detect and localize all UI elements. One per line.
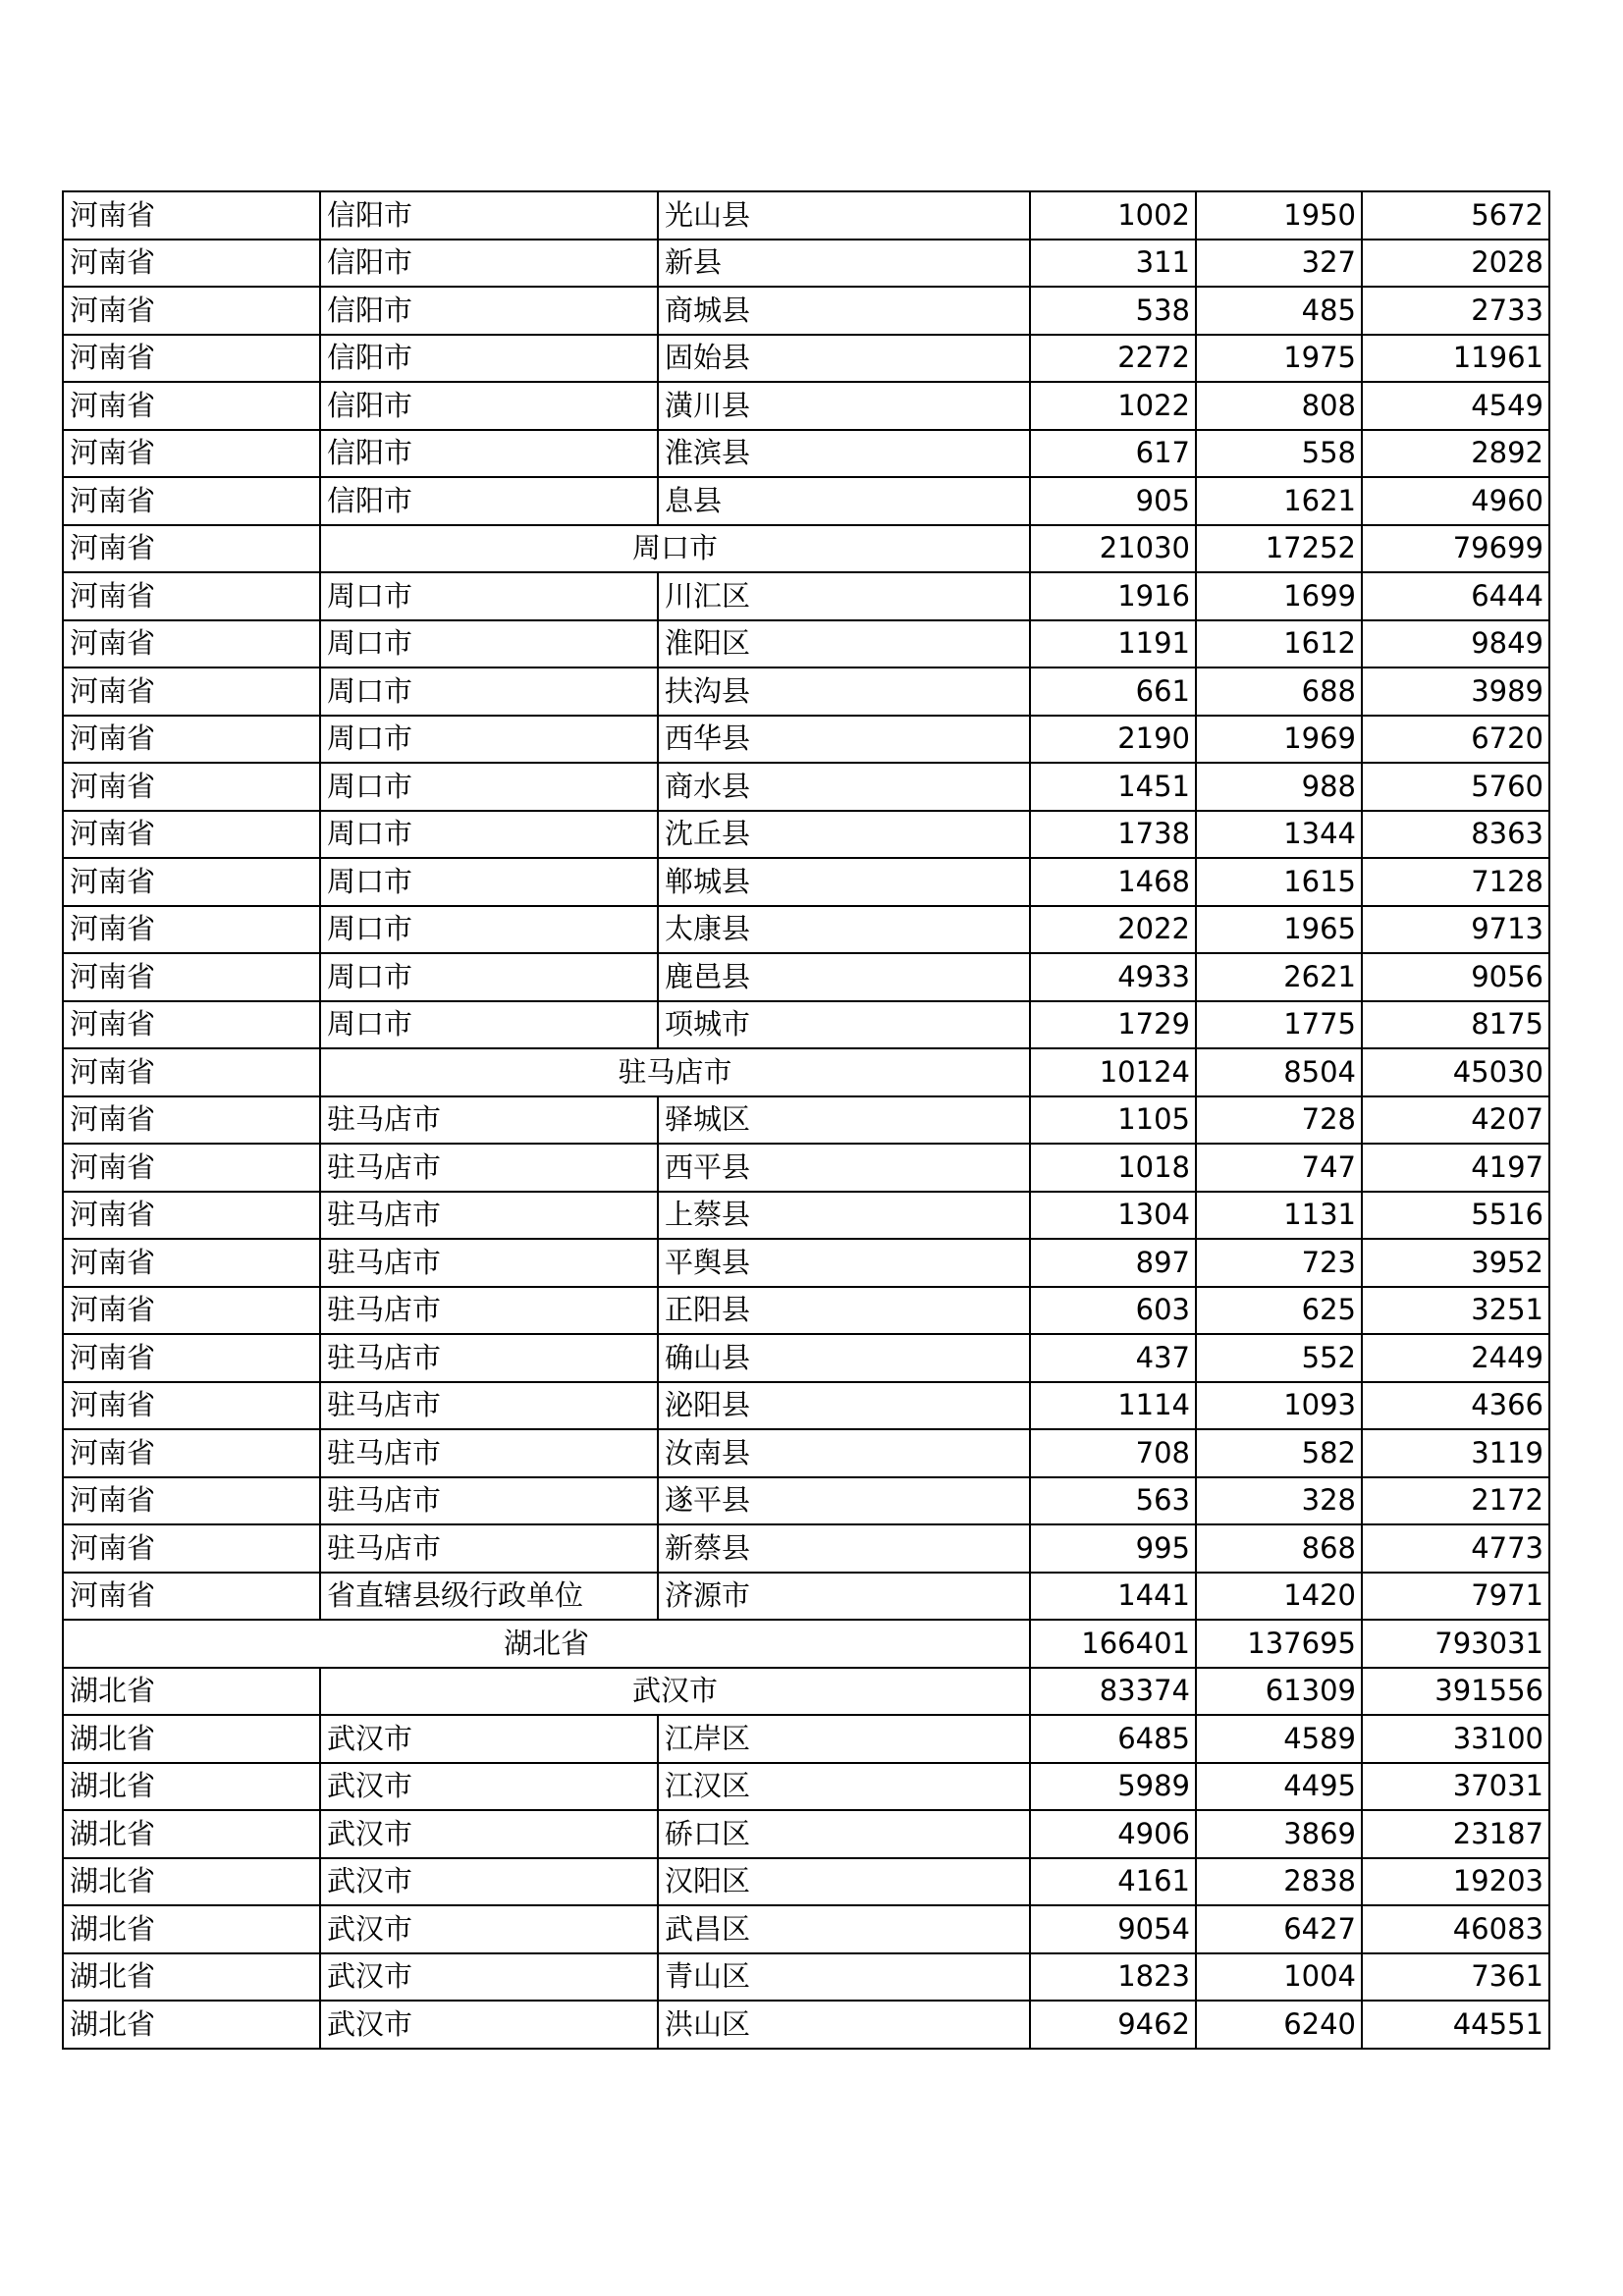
value-cell-3: 391556 bbox=[1362, 1668, 1549, 1716]
value-cell-3: 7971 bbox=[1362, 1573, 1549, 1621]
county-cell: 息县 bbox=[658, 477, 1030, 525]
province-cell: 湖北省 bbox=[63, 1953, 320, 2002]
value-cell-1: 2190 bbox=[1030, 716, 1196, 764]
county-cell: 西华县 bbox=[658, 716, 1030, 764]
city-cell: 周口市 bbox=[320, 763, 658, 811]
table-row bbox=[63, 1858, 1549, 1906]
province-cell: 湖北省 bbox=[63, 1858, 320, 1906]
value-cell-1: 1823 bbox=[1030, 1953, 1196, 2002]
city-cell: 周口市 bbox=[320, 620, 658, 668]
province-cell: 河南省 bbox=[63, 335, 320, 383]
value-cell-3: 44551 bbox=[1362, 2001, 1549, 2049]
value-cell-3: 4549 bbox=[1362, 382, 1549, 430]
county-cell: 确山县 bbox=[658, 1334, 1030, 1382]
table-row bbox=[63, 477, 1549, 525]
value-cell-2: 582 bbox=[1196, 1429, 1362, 1477]
value-cell-2: 4495 bbox=[1196, 1763, 1362, 1811]
value-cell-3: 2028 bbox=[1362, 240, 1549, 288]
value-cell-2: 1093 bbox=[1196, 1382, 1362, 1430]
value-cell-2: 2838 bbox=[1196, 1858, 1362, 1906]
table-row bbox=[63, 1477, 1549, 1525]
province-total-cell: 湖北省 bbox=[63, 1620, 1030, 1668]
value-cell-3: 793031 bbox=[1362, 1620, 1549, 1668]
city-cell: 武汉市 bbox=[320, 1763, 658, 1811]
table-row bbox=[63, 1096, 1549, 1145]
city-cell: 省直辖县级行政单位 bbox=[320, 1573, 658, 1621]
city-cell: 驻马店市 bbox=[320, 1096, 658, 1145]
table-row bbox=[63, 906, 1549, 954]
value-cell-2: 3869 bbox=[1196, 1810, 1362, 1858]
value-cell-2: 1004 bbox=[1196, 1953, 1362, 2002]
table-row bbox=[63, 1905, 1549, 1953]
table-row bbox=[63, 1287, 1549, 1335]
value-cell-3: 19203 bbox=[1362, 1858, 1549, 1906]
value-cell-1: 1191 bbox=[1030, 620, 1196, 668]
value-cell-2: 4589 bbox=[1196, 1715, 1362, 1763]
value-cell-1: 311 bbox=[1030, 240, 1196, 288]
value-cell-1: 563 bbox=[1030, 1477, 1196, 1525]
value-cell-1: 1105 bbox=[1030, 1096, 1196, 1145]
value-cell-1: 1018 bbox=[1030, 1144, 1196, 1192]
value-cell-2: 1699 bbox=[1196, 572, 1362, 620]
value-cell-1: 995 bbox=[1030, 1524, 1196, 1573]
county-cell: 光山县 bbox=[658, 191, 1030, 240]
value-cell-1: 661 bbox=[1030, 667, 1196, 716]
value-cell-3: 4197 bbox=[1362, 1144, 1549, 1192]
value-cell-1: 1738 bbox=[1030, 811, 1196, 859]
city-cell: 武汉市 bbox=[320, 1858, 658, 1906]
value-cell-2: 1975 bbox=[1196, 335, 1362, 383]
value-cell-3: 6444 bbox=[1362, 572, 1549, 620]
county-cell: 西平县 bbox=[658, 1144, 1030, 1192]
city-cell: 信阳市 bbox=[320, 382, 658, 430]
value-cell-1: 2022 bbox=[1030, 906, 1196, 954]
table-row bbox=[63, 1334, 1549, 1382]
value-cell-2: 868 bbox=[1196, 1524, 1362, 1573]
table-row bbox=[63, 811, 1549, 859]
value-cell-2: 328 bbox=[1196, 1477, 1362, 1525]
table-row bbox=[63, 525, 1549, 573]
value-cell-1: 897 bbox=[1030, 1239, 1196, 1287]
value-cell-1: 437 bbox=[1030, 1334, 1196, 1382]
city-cell: 信阳市 bbox=[320, 287, 658, 335]
value-cell-2: 723 bbox=[1196, 1239, 1362, 1287]
table-row bbox=[63, 1810, 1549, 1858]
county-cell: 固始县 bbox=[658, 335, 1030, 383]
province-cell: 河南省 bbox=[63, 525, 320, 573]
city-cell: 驻马店市 bbox=[320, 1524, 658, 1573]
value-cell-1: 617 bbox=[1030, 430, 1196, 478]
table-row bbox=[63, 240, 1549, 288]
province-cell: 河南省 bbox=[63, 1524, 320, 1573]
table-row bbox=[63, 1573, 1549, 1621]
table-row bbox=[63, 1144, 1549, 1192]
province-cell: 河南省 bbox=[63, 1382, 320, 1430]
value-cell-3: 3989 bbox=[1362, 667, 1549, 716]
value-cell-1: 1022 bbox=[1030, 382, 1196, 430]
city-total-cell: 周口市 bbox=[320, 525, 1030, 573]
value-cell-1: 708 bbox=[1030, 1429, 1196, 1477]
city-cell: 驻马店市 bbox=[320, 1239, 658, 1287]
province-cell: 湖北省 bbox=[63, 1810, 320, 1858]
table-row bbox=[63, 716, 1549, 764]
county-cell: 郸城县 bbox=[658, 858, 1030, 906]
value-cell-2: 485 bbox=[1196, 287, 1362, 335]
value-cell-3: 2449 bbox=[1362, 1334, 1549, 1382]
county-cell: 鹿邑县 bbox=[658, 953, 1030, 1001]
value-cell-1: 4161 bbox=[1030, 1858, 1196, 1906]
province-cell: 湖北省 bbox=[63, 1668, 320, 1716]
value-cell-1: 1441 bbox=[1030, 1573, 1196, 1621]
county-cell: 武昌区 bbox=[658, 1905, 1030, 1953]
province-cell: 河南省 bbox=[63, 1334, 320, 1382]
value-cell-1: 6485 bbox=[1030, 1715, 1196, 1763]
value-cell-1: 166401 bbox=[1030, 1620, 1196, 1668]
value-cell-3: 23187 bbox=[1362, 1810, 1549, 1858]
table-row bbox=[63, 1048, 1549, 1096]
value-cell-1: 1729 bbox=[1030, 1001, 1196, 1049]
city-cell: 驻马店市 bbox=[320, 1477, 658, 1525]
value-cell-2: 552 bbox=[1196, 1334, 1362, 1382]
city-cell: 周口市 bbox=[320, 953, 658, 1001]
value-cell-1: 83374 bbox=[1030, 1668, 1196, 1716]
table-row bbox=[63, 335, 1549, 383]
city-cell: 信阳市 bbox=[320, 240, 658, 288]
value-cell-2: 728 bbox=[1196, 1096, 1362, 1145]
city-cell: 武汉市 bbox=[320, 2001, 658, 2049]
county-cell: 淮滨县 bbox=[658, 430, 1030, 478]
value-cell-2: 1969 bbox=[1196, 716, 1362, 764]
city-cell: 武汉市 bbox=[320, 1905, 658, 1953]
table-row bbox=[63, 1192, 1549, 1240]
county-cell: 淮阳区 bbox=[658, 620, 1030, 668]
value-cell-1: 4906 bbox=[1030, 1810, 1196, 1858]
value-cell-2: 17252 bbox=[1196, 525, 1362, 573]
province-cell: 河南省 bbox=[63, 572, 320, 620]
county-cell: 遂平县 bbox=[658, 1477, 1030, 1525]
province-cell: 湖北省 bbox=[63, 1905, 320, 1953]
county-cell: 济源市 bbox=[658, 1573, 1030, 1621]
value-cell-3: 4366 bbox=[1362, 1382, 1549, 1430]
value-cell-2: 1965 bbox=[1196, 906, 1362, 954]
value-cell-2: 6427 bbox=[1196, 1905, 1362, 1953]
city-cell: 驻马店市 bbox=[320, 1287, 658, 1335]
value-cell-1: 538 bbox=[1030, 287, 1196, 335]
value-cell-3: 2172 bbox=[1362, 1477, 1549, 1525]
value-cell-3: 7361 bbox=[1362, 1953, 1549, 2002]
province-cell: 河南省 bbox=[63, 1477, 320, 1525]
value-cell-2: 1344 bbox=[1196, 811, 1362, 859]
value-cell-1: 1451 bbox=[1030, 763, 1196, 811]
value-cell-2: 1131 bbox=[1196, 1192, 1362, 1240]
city-cell: 驻马店市 bbox=[320, 1334, 658, 1382]
province-cell: 河南省 bbox=[63, 763, 320, 811]
province-cell: 河南省 bbox=[63, 1287, 320, 1335]
value-cell-3: 79699 bbox=[1362, 525, 1549, 573]
value-cell-2: 1612 bbox=[1196, 620, 1362, 668]
province-cell: 河南省 bbox=[63, 953, 320, 1001]
value-cell-1: 1114 bbox=[1030, 1382, 1196, 1430]
value-cell-3: 5760 bbox=[1362, 763, 1549, 811]
table-row bbox=[63, 1620, 1549, 1668]
value-cell-3: 5672 bbox=[1362, 191, 1549, 240]
value-cell-3: 8175 bbox=[1362, 1001, 1549, 1049]
city-cell: 周口市 bbox=[320, 572, 658, 620]
city-total-cell: 驻马店市 bbox=[320, 1048, 1030, 1096]
table-row bbox=[63, 1239, 1549, 1287]
table-row bbox=[63, 667, 1549, 716]
city-total-cell: 武汉市 bbox=[320, 1668, 1030, 1716]
value-cell-3: 6720 bbox=[1362, 716, 1549, 764]
value-cell-2: 747 bbox=[1196, 1144, 1362, 1192]
value-cell-1: 5989 bbox=[1030, 1763, 1196, 1811]
value-cell-2: 1621 bbox=[1196, 477, 1362, 525]
county-cell: 沈丘县 bbox=[658, 811, 1030, 859]
value-cell-2: 625 bbox=[1196, 1287, 1362, 1335]
city-cell: 驻马店市 bbox=[320, 1144, 658, 1192]
value-cell-2: 558 bbox=[1196, 430, 1362, 478]
province-cell: 河南省 bbox=[63, 430, 320, 478]
table-row bbox=[63, 2001, 1549, 2049]
city-cell: 信阳市 bbox=[320, 430, 658, 478]
city-cell: 武汉市 bbox=[320, 1810, 658, 1858]
county-cell: 商城县 bbox=[658, 287, 1030, 335]
value-cell-2: 137695 bbox=[1196, 1620, 1362, 1668]
value-cell-3: 7128 bbox=[1362, 858, 1549, 906]
value-cell-1: 1304 bbox=[1030, 1192, 1196, 1240]
city-cell: 周口市 bbox=[320, 667, 658, 716]
county-cell: 川汇区 bbox=[658, 572, 1030, 620]
table-row bbox=[63, 1715, 1549, 1763]
table-row bbox=[63, 620, 1549, 668]
city-cell: 周口市 bbox=[320, 906, 658, 954]
province-cell: 河南省 bbox=[63, 240, 320, 288]
value-cell-2: 2621 bbox=[1196, 953, 1362, 1001]
value-cell-3: 33100 bbox=[1362, 1715, 1549, 1763]
table-row bbox=[63, 572, 1549, 620]
value-cell-3: 5516 bbox=[1362, 1192, 1549, 1240]
province-cell: 河南省 bbox=[63, 1048, 320, 1096]
province-cell: 河南省 bbox=[63, 1001, 320, 1049]
province-cell: 河南省 bbox=[63, 716, 320, 764]
province-cell: 河南省 bbox=[63, 906, 320, 954]
table-row bbox=[63, 1524, 1549, 1573]
value-cell-3: 9713 bbox=[1362, 906, 1549, 954]
value-cell-2: 1775 bbox=[1196, 1001, 1362, 1049]
value-cell-2: 1950 bbox=[1196, 191, 1362, 240]
value-cell-1: 10124 bbox=[1030, 1048, 1196, 1096]
province-cell: 湖北省 bbox=[63, 1763, 320, 1811]
value-cell-3: 4207 bbox=[1362, 1096, 1549, 1145]
county-cell: 江岸区 bbox=[658, 1715, 1030, 1763]
province-cell: 河南省 bbox=[63, 620, 320, 668]
value-cell-2: 688 bbox=[1196, 667, 1362, 716]
table-row bbox=[63, 430, 1549, 478]
city-cell: 周口市 bbox=[320, 811, 658, 859]
value-cell-2: 327 bbox=[1196, 240, 1362, 288]
province-cell: 河南省 bbox=[63, 667, 320, 716]
county-cell: 新县 bbox=[658, 240, 1030, 288]
county-cell: 平舆县 bbox=[658, 1239, 1030, 1287]
value-cell-1: 9462 bbox=[1030, 2001, 1196, 2049]
table-row bbox=[63, 1001, 1549, 1049]
value-cell-2: 8504 bbox=[1196, 1048, 1362, 1096]
value-cell-3: 2892 bbox=[1362, 430, 1549, 478]
county-cell: 上蔡县 bbox=[658, 1192, 1030, 1240]
value-cell-1: 1916 bbox=[1030, 572, 1196, 620]
county-cell: 扶沟县 bbox=[658, 667, 1030, 716]
city-cell: 驻马店市 bbox=[320, 1429, 658, 1477]
county-cell: 青山区 bbox=[658, 1953, 1030, 2002]
city-cell: 信阳市 bbox=[320, 191, 658, 240]
county-cell: 太康县 bbox=[658, 906, 1030, 954]
table-row bbox=[63, 1668, 1549, 1716]
value-cell-3: 2733 bbox=[1362, 287, 1549, 335]
county-cell: 洪山区 bbox=[658, 2001, 1030, 2049]
county-cell: 正阳县 bbox=[658, 1287, 1030, 1335]
table-row bbox=[63, 953, 1549, 1001]
city-cell: 武汉市 bbox=[320, 1953, 658, 2002]
value-cell-2: 61309 bbox=[1196, 1668, 1362, 1716]
county-cell: 商水县 bbox=[658, 763, 1030, 811]
value-cell-2: 1615 bbox=[1196, 858, 1362, 906]
table-body bbox=[63, 191, 1549, 2049]
value-cell-1: 905 bbox=[1030, 477, 1196, 525]
province-cell: 河南省 bbox=[63, 1096, 320, 1145]
table-row bbox=[63, 191, 1549, 240]
table-row bbox=[63, 1763, 1549, 1811]
value-cell-2: 988 bbox=[1196, 763, 1362, 811]
city-cell: 周口市 bbox=[320, 716, 658, 764]
city-cell: 信阳市 bbox=[320, 335, 658, 383]
county-cell: 江汉区 bbox=[658, 1763, 1030, 1811]
county-cell: 硚口区 bbox=[658, 1810, 1030, 1858]
county-cell: 驿城区 bbox=[658, 1096, 1030, 1145]
county-cell: 新蔡县 bbox=[658, 1524, 1030, 1573]
value-cell-3: 8363 bbox=[1362, 811, 1549, 859]
county-cell: 潢川县 bbox=[658, 382, 1030, 430]
province-cell: 河南省 bbox=[63, 191, 320, 240]
value-cell-1: 9054 bbox=[1030, 1905, 1196, 1953]
city-cell: 武汉市 bbox=[320, 1715, 658, 1763]
table-row bbox=[63, 1953, 1549, 2002]
value-cell-1: 1468 bbox=[1030, 858, 1196, 906]
value-cell-3: 3119 bbox=[1362, 1429, 1549, 1477]
county-cell: 项城市 bbox=[658, 1001, 1030, 1049]
value-cell-3: 46083 bbox=[1362, 1905, 1549, 1953]
value-cell-3: 9849 bbox=[1362, 620, 1549, 668]
value-cell-3: 11961 bbox=[1362, 335, 1549, 383]
province-cell: 河南省 bbox=[63, 382, 320, 430]
county-cell: 汉阳区 bbox=[658, 1858, 1030, 1906]
table-row bbox=[63, 1429, 1549, 1477]
province-cell: 河南省 bbox=[63, 1429, 320, 1477]
value-cell-2: 1420 bbox=[1196, 1573, 1362, 1621]
value-cell-3: 9056 bbox=[1362, 953, 1549, 1001]
table-row bbox=[63, 858, 1549, 906]
city-cell: 信阳市 bbox=[320, 477, 658, 525]
county-cell: 泌阳县 bbox=[658, 1382, 1030, 1430]
province-cell: 湖北省 bbox=[63, 2001, 320, 2049]
value-cell-2: 6240 bbox=[1196, 2001, 1362, 2049]
province-cell: 河南省 bbox=[63, 1239, 320, 1287]
value-cell-1: 2272 bbox=[1030, 335, 1196, 383]
province-cell: 河南省 bbox=[63, 1573, 320, 1621]
city-cell: 周口市 bbox=[320, 1001, 658, 1049]
value-cell-1: 21030 bbox=[1030, 525, 1196, 573]
value-cell-3: 3251 bbox=[1362, 1287, 1549, 1335]
value-cell-3: 45030 bbox=[1362, 1048, 1549, 1096]
city-cell: 驻马店市 bbox=[320, 1192, 658, 1240]
province-cell: 河南省 bbox=[63, 287, 320, 335]
province-cell: 河南省 bbox=[63, 1144, 320, 1192]
statistics-table bbox=[62, 190, 1550, 2050]
county-cell: 汝南县 bbox=[658, 1429, 1030, 1477]
value-cell-3: 3952 bbox=[1362, 1239, 1549, 1287]
table-row bbox=[63, 763, 1549, 811]
table-row bbox=[63, 382, 1549, 430]
value-cell-3: 4960 bbox=[1362, 477, 1549, 525]
table-row bbox=[63, 1382, 1549, 1430]
value-cell-3: 37031 bbox=[1362, 1763, 1549, 1811]
value-cell-3: 4773 bbox=[1362, 1524, 1549, 1573]
province-cell: 河南省 bbox=[63, 1192, 320, 1240]
value-cell-2: 808 bbox=[1196, 382, 1362, 430]
city-cell: 周口市 bbox=[320, 858, 658, 906]
value-cell-1: 603 bbox=[1030, 1287, 1196, 1335]
province-cell: 河南省 bbox=[63, 858, 320, 906]
province-cell: 湖北省 bbox=[63, 1715, 320, 1763]
value-cell-1: 1002 bbox=[1030, 191, 1196, 240]
value-cell-1: 4933 bbox=[1030, 953, 1196, 1001]
city-cell: 驻马店市 bbox=[320, 1382, 658, 1430]
table-row bbox=[63, 287, 1549, 335]
province-cell: 河南省 bbox=[63, 477, 320, 525]
province-cell: 河南省 bbox=[63, 811, 320, 859]
